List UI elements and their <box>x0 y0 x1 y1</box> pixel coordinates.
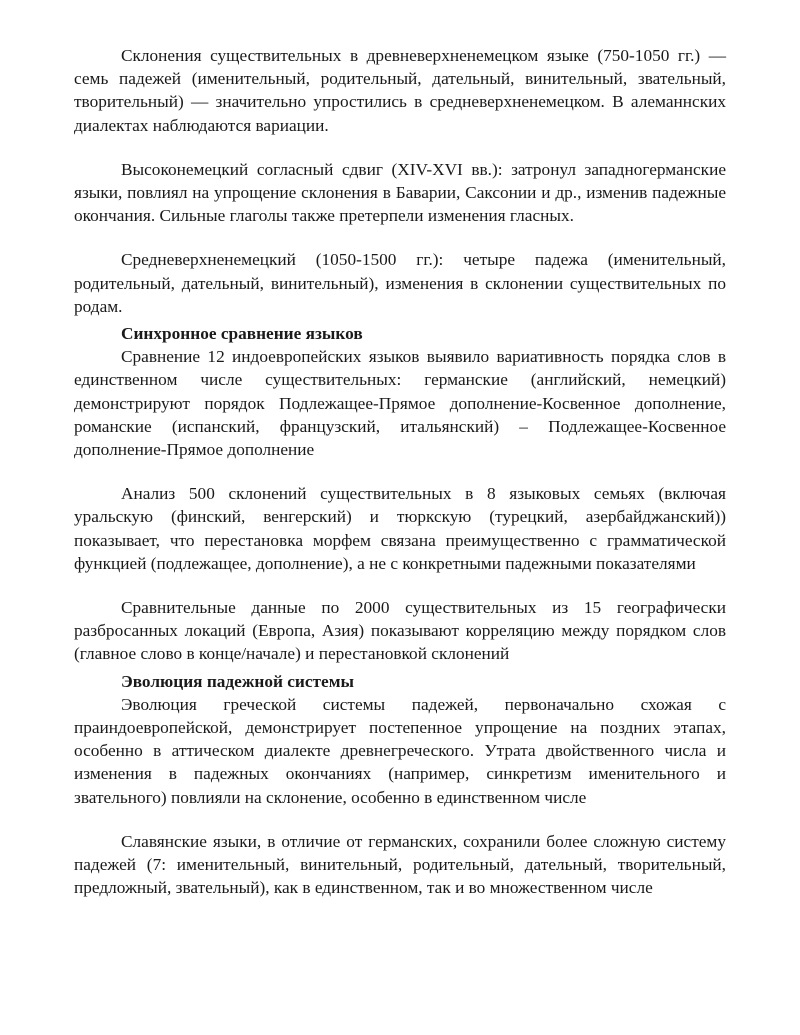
section-heading-synchronic: Синхронное сравнение языков <box>121 324 363 344</box>
paragraph-slavic-cases: Славянские языки, в отличие от германских, сохранили более сложную систему падежей (7: именительный, винительный, родительный, дательный, творительный, предложный, звательный), как в единственном, так и во множественном числе <box>74 831 726 898</box>
paragraph-greek-cases: Эволюция греческой системы падежей, первоначально схожая с праиндоевропейской, демонстрирует постепенное упрощение на поздних этапах, особенно в аттическом диалекте древнегреческого. Утрата двойственного числа и изменения в падежных окончаниях (например, синкретизм именительного и звательного) повлияли на склонение, особенно в единственном числе <box>74 694 726 807</box>
paragraph-ohg-declension: Склонения существительных в древневерхненемецком языке (750-1050 гг.) — семь падежей (именительный, родительный, дательный, винительный, звательный, творительный) — значительно упростились в средневерхненемецком. В алеманнских диалектах наблюдаются вариации. <box>74 46 726 135</box>
section-heading-evolution: Эволюция падежной системы <box>121 671 354 691</box>
paragraph-word-order-comparison: Сравнение 12 индоевропейских языков выявило вариативность порядка слов в единственном числе существительных: германские (английский, немецкий) демонстрируют порядок Подлежащее-Прямое дополнение-Косвенное дополнение, романские (испанский, французский, итальянский) – Подлежащее-Косвенное дополнение-Прямое дополнение <box>74 347 726 460</box>
document-page <box>74 44 726 921</box>
paragraph-comparative-data: Сравнительные данные по 2000 существительных из 15 географически разбросанных локаций (Европа, Азия) показывают корреляцию между порядком слов (главное слово в конце/начале) и перестановкой склонений <box>74 598 726 664</box>
paragraph-declension-analysis: Анализ 500 склонений существительных в 8 языковых семьях (включая уральскую (финский, венгерский) и тюркскую (турецкий, азербайджанский)) показывает, что перестановка морфем связана преимущественно с грамматической функцией (подлежащее, дополнение), а не с конкретными падежными показателями <box>74 484 726 573</box>
paragraph-consonant-shift: Высоконемецкий согласный сдвиг (XIV-XVI вв.): затронул западногерманские языки, повлиял на упрощение склонения в Баварии, Саксонии и др., изменив падежные окончания. Сильные глаголы также претерпели изменения гласных. <box>74 159 726 226</box>
paragraph-mhg-cases: Средневерхненемецкий (1050-1500 гг.): четыре падежа (именительный, родительный, дательный, винительный), изменения в склонении существительных по родам. <box>74 250 726 316</box>
